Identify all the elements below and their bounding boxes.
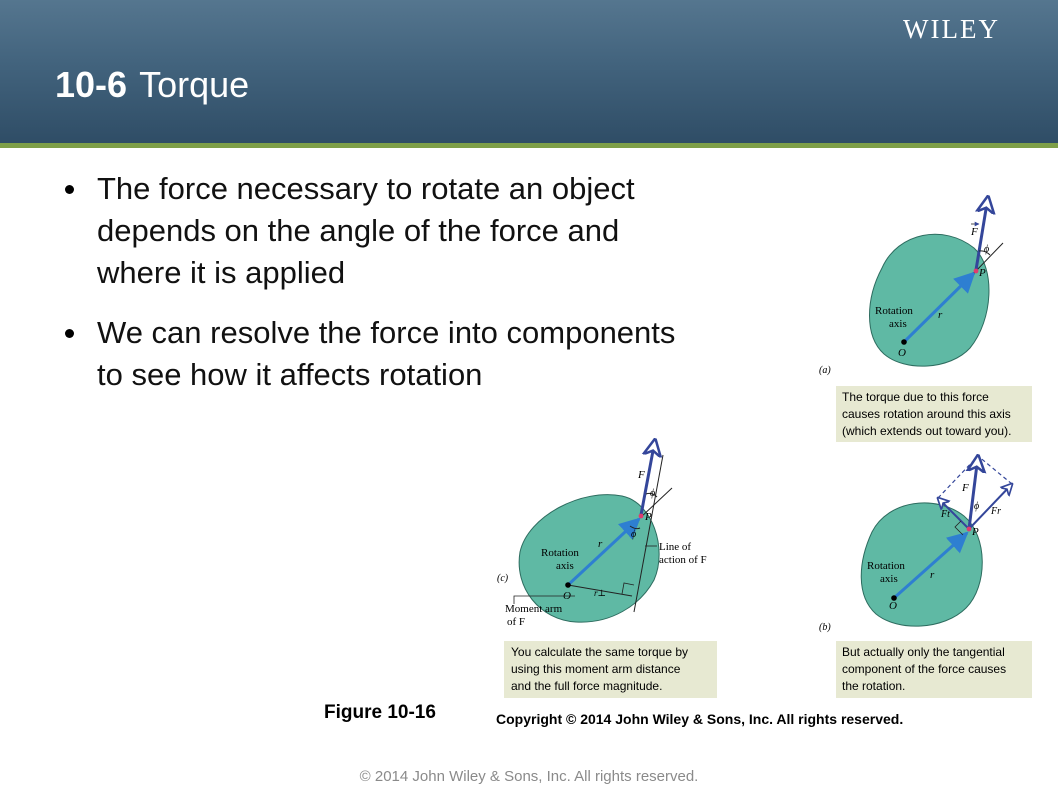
point-p bbox=[974, 269, 979, 274]
angle-label: ϕ bbox=[650, 488, 656, 499]
axis-label: axis bbox=[889, 318, 907, 330]
figure-copyright: Copyright © 2014 John Wiley & Sons, Inc. All rights reserved. bbox=[496, 711, 904, 727]
caption-line: The torque due to this force bbox=[842, 390, 989, 404]
panel-c bbox=[497, 440, 717, 698]
angle-label: ϕ bbox=[631, 529, 637, 540]
origin-label: O bbox=[563, 590, 571, 602]
caption-line: using this moment arm distance bbox=[511, 662, 681, 676]
panel-letter: (a) bbox=[819, 365, 831, 376]
title-text: Torque bbox=[139, 64, 250, 105]
moment-arm-label: Moment arm bbox=[505, 603, 563, 615]
origin-point bbox=[901, 339, 907, 345]
point-p bbox=[967, 527, 972, 532]
point-p bbox=[639, 514, 644, 519]
rotation-label: Rotation bbox=[867, 560, 905, 572]
section-number: 10-6 bbox=[55, 64, 128, 105]
bullet-text: The force necessary to rotate an object depends on the angle of the force and where it is applied bbox=[97, 171, 635, 290]
moment-arm-label: of F bbox=[507, 616, 526, 628]
force-label: F bbox=[638, 469, 645, 481]
origin-label: O bbox=[898, 347, 906, 359]
bullet-text: We can resolve the force into components to see how it affects rotation bbox=[97, 315, 676, 392]
panel-letter: (c) bbox=[497, 573, 509, 584]
caption-line: and the full force magnitude. bbox=[511, 679, 663, 693]
footer-copyright: © 2014 John Wiley & Sons, Inc. All rights reserved. bbox=[359, 768, 699, 785]
caption-line: You calculate the same torque by bbox=[511, 645, 689, 659]
origin-point bbox=[565, 582, 571, 588]
point-label: P bbox=[972, 526, 979, 538]
panel-b bbox=[819, 456, 1032, 698]
panel-a bbox=[819, 197, 1032, 442]
rotation-label: Rotation bbox=[541, 547, 579, 559]
caption-line: But actually only the tangential bbox=[842, 645, 1005, 659]
caption-line: (which extends out toward you). bbox=[842, 424, 1012, 438]
point-label: P bbox=[979, 267, 986, 279]
axis-label: axis bbox=[880, 573, 898, 585]
caption-line: component of the force causes bbox=[842, 662, 1007, 676]
rigid-body bbox=[870, 234, 989, 366]
figure-label: Figure 10-16 bbox=[324, 702, 436, 723]
tangential-label: Ft bbox=[941, 509, 950, 520]
force-label: F bbox=[971, 226, 978, 238]
origin-label: O bbox=[889, 600, 897, 612]
angle-label: ϕ bbox=[974, 501, 980, 512]
angle-label: ϕ bbox=[984, 244, 990, 255]
moment-arm-symbol: r⊥ bbox=[594, 588, 606, 598]
radius-label: r bbox=[930, 569, 935, 581]
line-of-action-label: action of F bbox=[659, 554, 707, 566]
force-vector bbox=[969, 456, 978, 529]
wiley-logo: WILEY bbox=[903, 14, 1000, 44]
radial-label: Fr bbox=[991, 506, 1001, 517]
point-label: P bbox=[645, 511, 652, 523]
radius-label: r bbox=[598, 538, 603, 550]
axis-label: axis bbox=[556, 560, 574, 572]
radius-label: r bbox=[938, 309, 943, 321]
force-label: F bbox=[962, 482, 969, 494]
line-of-action-label: Line of bbox=[659, 541, 692, 553]
caption-line: the rotation. bbox=[842, 679, 906, 693]
rotation-label: Rotation bbox=[875, 305, 913, 317]
caption-line: causes rotation around this axis bbox=[842, 407, 1011, 421]
panel-letter: (b) bbox=[819, 622, 831, 633]
